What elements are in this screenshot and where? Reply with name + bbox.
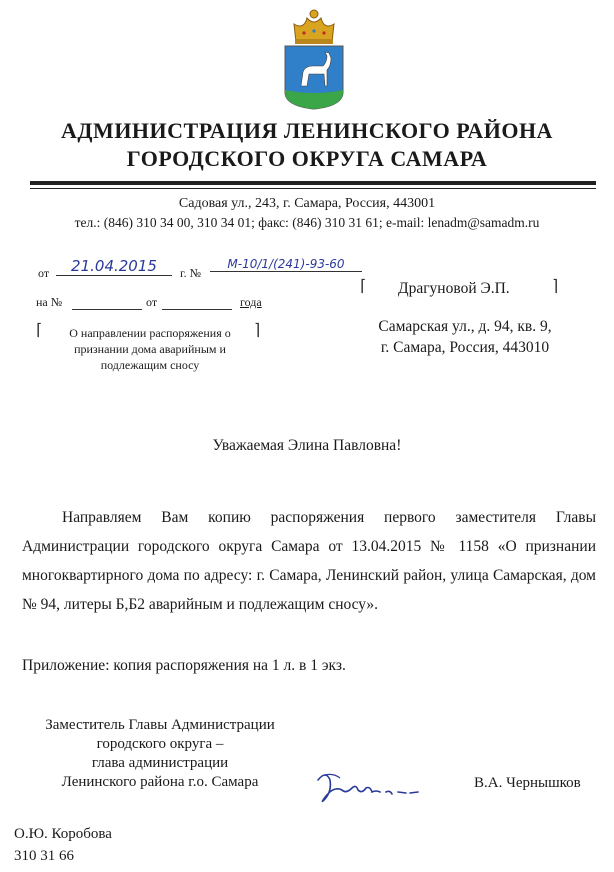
executor-name: О.Ю. Коробова <box>14 826 112 842</box>
ref-date-line <box>162 296 232 310</box>
recipient-bracket-right: ⌉ <box>552 276 559 295</box>
signer-name: В.А. Чернышков <box>474 775 581 791</box>
signer-position-line-4: Ленинского района г.о. Самара <box>61 774 259 790</box>
shield-icon <box>285 46 343 109</box>
handwritten-signature <box>312 766 422 808</box>
year-label: года <box>240 295 262 309</box>
attachment-note: Приложение: копия распоряжения на 1 л. в 1 экз. <box>22 657 346 674</box>
coat-of-arms-emblem <box>279 6 349 110</box>
number-value: М-10/1/(241)-93-60 <box>210 257 362 272</box>
recipient-address-line-1: Самарская ул., д. 94, кв. 9, <box>378 318 552 335</box>
date-label: от <box>38 266 50 280</box>
ref-from-label: от <box>146 295 158 309</box>
signer-position-line-1: Заместитель Главы Администрации <box>45 717 275 733</box>
signer-position <box>22 716 298 792</box>
org-title-line1: АДМИНИСТРАЦИЯ ЛЕНИНСКОГО РАЙОНА <box>61 118 553 143</box>
subject-line-2: признании дома аварийным и <box>74 342 226 356</box>
date-value: 21.04.2015 <box>56 257 172 276</box>
recipient-bracket-left: ⌈ <box>360 276 367 295</box>
letter-paragraph: Направляем Вам копию распоряжения первого заместителя Главы Администрации городского округа Самара от 13.04.2015 № 1158 «О признании многоквартирного дома по адресу: г. Самара, Ленинский район, улица Самарская, дом № 94, литеры Б,Б2 аварийным и подлежащим сносу». <box>22 509 596 613</box>
salutation: Уважаемая Элина Павловна! <box>212 437 402 454</box>
subject-line-1: О направлении распоряжения о <box>69 326 231 340</box>
subject-bracket-right: ⌉ <box>254 320 261 339</box>
signer-position-line-3: глава администрации <box>91 755 229 771</box>
number-label: г. № <box>180 266 202 280</box>
recipient-name: Драгуновой Э.П. <box>398 280 510 297</box>
ref-label: на № <box>36 295 63 309</box>
subject-text <box>40 325 260 373</box>
signer-position-line-2: городского округа – <box>96 736 224 752</box>
recipient-address <box>360 316 570 358</box>
subject-bracket-left: ⌈ <box>36 320 43 339</box>
ref-number-line <box>72 296 142 310</box>
header-rule-thick <box>30 181 596 185</box>
crown-icon <box>294 10 334 44</box>
org-title-line2: ГОРОДСКОГО ОКРУГА САМАРА <box>126 146 488 171</box>
header-rule-thin <box>30 188 596 189</box>
org-address: Садовая ул., 243, г. Самара, Россия, 443001 <box>178 196 436 211</box>
subject-line-3: подлежащим сносу <box>100 358 200 372</box>
executor-phone: 310 31 66 <box>14 848 74 864</box>
recipient-address-line-2: г. Самара, Россия, 443010 <box>380 339 550 356</box>
org-contacts: тел.: (846) 310 34 00, 310 34 01; факс: (846) 310 31 61; e-mail: lenadm@samadm.ru <box>74 215 540 230</box>
